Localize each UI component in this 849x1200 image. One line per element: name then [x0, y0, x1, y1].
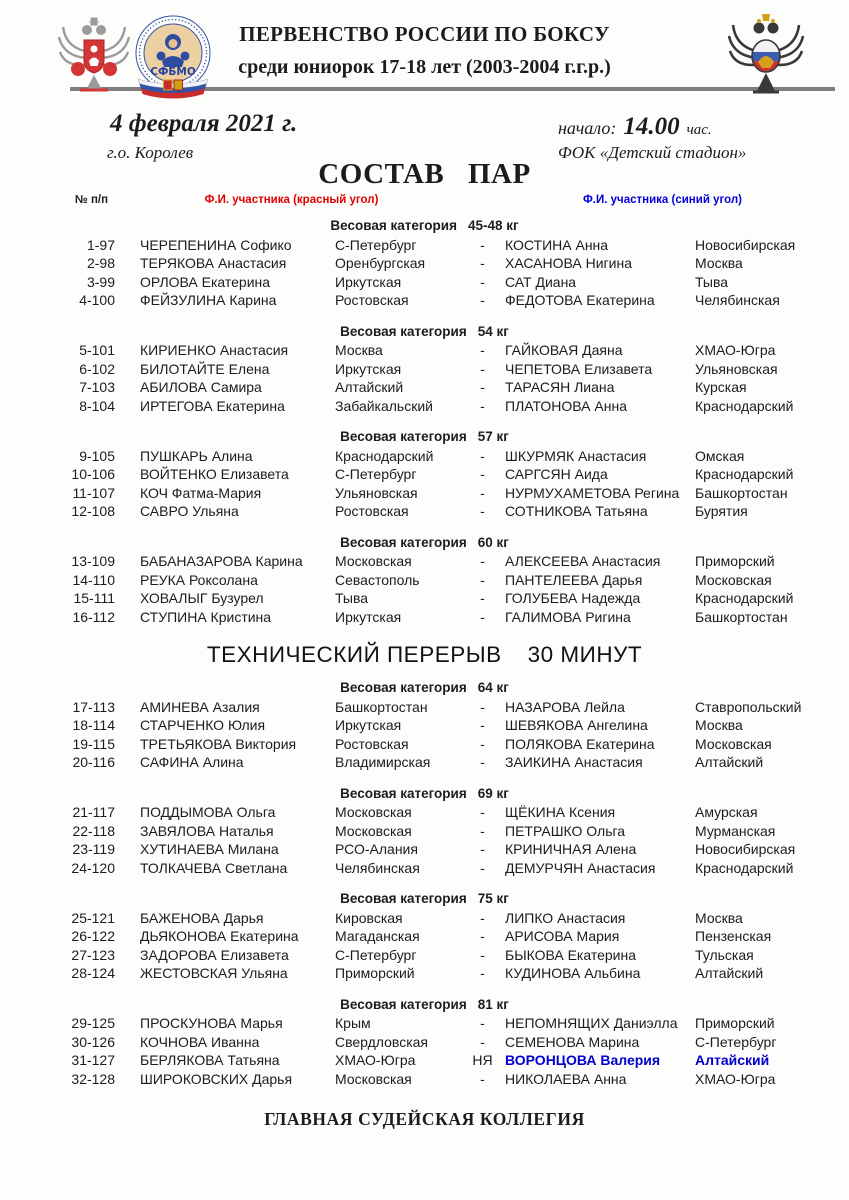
- bout-number: 27-123: [71, 946, 115, 963]
- red-corner-region: Тыва: [335, 590, 369, 606]
- bout-separator: -: [480, 397, 485, 414]
- blue-corner-name: ЩЁКИНА Ксения: [505, 804, 616, 820]
- weight-category-title: [0, 534, 849, 553]
- red-corner-name: САФИНА Алина: [140, 754, 244, 770]
- blue-corner-region: Москва: [695, 717, 743, 733]
- blue-corner-region: Приморский: [695, 553, 775, 569]
- bout-separator: -: [480, 735, 485, 752]
- bout-row: [60, 753, 820, 772]
- red-corner-name: АМИНЕВА Азалия: [140, 698, 260, 715]
- bout-number: 22-118: [72, 822, 115, 839]
- break-duration: 30 МИНУТ: [527, 642, 643, 667]
- red-corner-name: ТРЕТЬЯКОВА Виктория: [140, 735, 297, 752]
- red-corner-region: Московская: [335, 1070, 412, 1087]
- weight-category-title: [0, 323, 849, 342]
- bout-row: [60, 254, 820, 273]
- red-corner-name: ВОЙТЕНКО Елизавета: [140, 466, 289, 482]
- bout-row: [60, 571, 820, 590]
- blue-corner-region: Ставропольский: [695, 698, 802, 715]
- weight-category: [0, 890, 849, 983]
- blue-corner-region: ХМАО-Югра: [695, 342, 776, 358]
- red-corner-region: Ростовская: [335, 735, 409, 752]
- red-corner-name: ТЕРЯКОВА Анастасия: [140, 255, 287, 271]
- red-corner-name: ХОВАЛЫГ Бузурел: [140, 590, 264, 606]
- red-corner-name: САВРО Ульяна: [140, 503, 239, 519]
- blue-corner-name: ШКУРМЯК Анастасия: [505, 447, 647, 464]
- bout-separator: -: [480, 360, 485, 377]
- blue-corner-name: НАЗАРОВА Лейла: [505, 698, 625, 715]
- blue-corner-region: Омская: [695, 447, 745, 464]
- bout-number: 11-107: [72, 484, 115, 501]
- bout-separator: -: [480, 1015, 485, 1031]
- blue-corner-region: Амурская: [695, 804, 758, 820]
- weight-category-value: 64 кг: [477, 680, 509, 695]
- blue-corner-name: КРИНИЧНАЯ Алена: [505, 841, 637, 857]
- red-corner-region: Иркутская: [335, 608, 402, 625]
- weight-category-value: 60 кг: [477, 534, 509, 550]
- red-corner-name: ИРТЕГОВА Екатерина: [140, 397, 285, 414]
- weight-category-title: [0, 890, 849, 909]
- bout-row: [60, 360, 820, 379]
- red-corner-region: Магаданская: [335, 928, 420, 944]
- technical-break: [0, 641, 849, 668]
- red-corner-name: КОЧ Фатма-Мария: [140, 484, 262, 501]
- weight-category-label: Весовая категория: [340, 891, 467, 906]
- tournament-title: ПЕРВЕНСТВО РОССИИ ПО БОКСУ: [239, 22, 610, 46]
- blue-corner-region: Приморский: [695, 1015, 775, 1031]
- red-corner-name: КИРИЕНКО Анастасия: [140, 342, 289, 358]
- weight-category-value: 75 кг: [477, 891, 509, 906]
- bout-number: 4-100: [79, 292, 115, 308]
- red-corner-region: Забайкальский: [335, 397, 433, 414]
- bout-separator: -: [480, 466, 485, 482]
- red-corner-region: Ульяновская: [335, 484, 418, 501]
- weight-category: [0, 534, 849, 627]
- bout-number: 28-124: [71, 965, 115, 981]
- start-label: начало:: [558, 118, 617, 138]
- bout-number: 21-117: [72, 804, 115, 820]
- weight-category-label: Весовая категория: [340, 996, 467, 1012]
- column-headers: [60, 193, 820, 207]
- blue-corner-name: ПАНТЕЛЕЕВА Дарья: [505, 571, 643, 588]
- weight-category-label: Весовая категория: [340, 534, 467, 550]
- red-corner-name: ЗАВЯЛОВА Наталья: [140, 822, 274, 839]
- blue-corner-name: ЛИПКО Анастасия: [505, 909, 626, 926]
- weight-category-title: [0, 679, 849, 698]
- pairs-list: [0, 217, 849, 1088]
- bout-separator: -: [480, 822, 485, 839]
- blue-corner-name: ГАЛИМОВА Ригина: [505, 608, 631, 625]
- bout-separator: -: [480, 292, 485, 308]
- bout-separator: -: [480, 1033, 485, 1050]
- bout-row: [60, 608, 820, 627]
- blue-corner-name: ХАСАНОВА Нигина: [505, 255, 632, 271]
- red-corner-region: Ростовская: [335, 503, 409, 519]
- red-corner-name: ХУТИНАЕВА Милана: [140, 841, 279, 857]
- footer-judges-title: ГЛАВНАЯ СУДЕЙСКАЯ КОЛЛЕГИЯ: [264, 1109, 585, 1129]
- red-corner-region: С-Петербург: [335, 236, 417, 253]
- bout-separator: -: [480, 928, 485, 944]
- bout-row: [60, 1014, 820, 1033]
- bout-number: 18-114: [72, 717, 115, 733]
- blue-corner-region: Курская: [695, 379, 747, 395]
- weight-category-title: [0, 785, 849, 804]
- red-corner-region: Владимирская: [335, 754, 431, 770]
- blue-corner-name: ДЕМУРЧЯН Анастасия: [505, 859, 656, 876]
- blue-corner-region: Алтайский: [695, 965, 764, 981]
- red-corner-name: ЖЕСТОВСКАЯ Ульяна: [140, 965, 288, 981]
- blue-corner-name: НИКОЛАЕВА Анна: [505, 1070, 627, 1087]
- bout-separator: -: [480, 698, 485, 715]
- red-corner-region: Краснодарский: [335, 447, 434, 464]
- red-corner-region: Алтайский: [335, 379, 404, 395]
- red-corner-region: Московская: [335, 822, 412, 839]
- blue-corner-region: Москва: [695, 255, 743, 271]
- blue-corner-name: ШЕВЯКОВА Ангелина: [505, 717, 648, 733]
- bout-row: [60, 378, 820, 397]
- weight-category-value: 81 кг: [477, 996, 509, 1012]
- bout-separator: -: [480, 717, 485, 733]
- bout-row: [60, 484, 820, 503]
- bout-separator: -: [480, 447, 485, 464]
- red-corner-name: АБИЛОВА Самира: [140, 379, 262, 395]
- bout-row: [60, 502, 820, 521]
- bout-separator: -: [480, 255, 485, 271]
- red-corner-name: СТАРЧЕНКО Юлия: [140, 717, 266, 733]
- start-time-value: 14.00: [623, 113, 680, 140]
- bout-row: [60, 698, 820, 717]
- bout-row: [60, 946, 820, 965]
- column-header-number: № п/п: [74, 194, 109, 206]
- weight-category: [0, 679, 849, 772]
- red-corner-region: Кировская: [335, 909, 403, 926]
- bout-row: [60, 589, 820, 608]
- weight-category: [0, 785, 849, 878]
- bout-separator: -: [480, 1070, 485, 1087]
- red-corner-name: ФЕЙЗУЛИНА Карина: [140, 292, 277, 308]
- bout-number: 26-122: [71, 928, 115, 944]
- svg-text:СФБМО: СФБМО: [150, 66, 196, 78]
- bout-separator: -: [480, 379, 485, 395]
- red-corner-name: БЕРЛЯКОВА Татьяна: [140, 1052, 280, 1068]
- blue-corner-region: Москва: [695, 909, 743, 926]
- red-corner-region: Оренбургская: [335, 255, 426, 271]
- bout-number: 7-103: [79, 379, 115, 395]
- blue-corner-name: ФЕДОТОВА Екатерина: [505, 292, 655, 308]
- weight-category-label: Весовая категория: [340, 429, 467, 444]
- red-corner-region: Челябинская: [335, 859, 420, 876]
- bout-row: [60, 291, 820, 310]
- document-header: [0, 0, 849, 193]
- blue-corner-region: Алтайский: [695, 1052, 770, 1068]
- red-corner-name: БАБАНАЗАРОВА Карина: [140, 553, 303, 569]
- blue-corner-name: ПЛАТОНОВА Анна: [505, 397, 627, 414]
- bout-separator: -: [480, 946, 485, 963]
- bout-row: [60, 236, 820, 255]
- bout-row: [60, 735, 820, 754]
- weight-category-title: [0, 428, 849, 447]
- weight-category: [0, 428, 849, 521]
- bout-number: 15-111: [73, 590, 115, 606]
- red-corner-region: Иркутская: [335, 717, 402, 733]
- bout-row: [60, 822, 820, 841]
- blue-corner-name: КОСТИНА Анна: [505, 236, 609, 253]
- bout-separator: -: [480, 342, 485, 358]
- blue-corner-region: Московская: [695, 571, 772, 588]
- blue-corner-name: ЧЕПЕТОВА Елизавета: [505, 360, 653, 377]
- blue-corner-name: ГОЛУБЕВА Надежда: [505, 590, 641, 606]
- blue-corner-region: Новосибирская: [695, 236, 796, 253]
- blue-corner-region: Башкортостан: [695, 484, 788, 501]
- red-corner-name: ПОДДЫМОВА Ольга: [140, 804, 276, 820]
- red-corner-region: РСО-Алания: [335, 841, 418, 857]
- blue-corner-region: Краснодарский: [695, 397, 794, 414]
- bout-row: [60, 341, 820, 360]
- bout-number: 16-112: [72, 608, 115, 625]
- bout-number: 1-97: [86, 236, 115, 253]
- event-city: г.о. Королев: [107, 143, 194, 162]
- bout-number: 6-102: [79, 360, 115, 377]
- bout-row: [60, 840, 820, 859]
- bout-number: 12-108: [71, 503, 115, 519]
- blue-corner-name: АЛЕКСЕЕВА Анастасия: [505, 553, 661, 569]
- weight-category-title: [0, 996, 849, 1015]
- bout-row: [60, 964, 820, 983]
- red-corner-region: Свердловская: [335, 1033, 429, 1050]
- bout-number: 8-104: [79, 397, 115, 414]
- red-corner-region: Иркутская: [335, 273, 402, 290]
- weight-category-value: 54 кг: [477, 323, 509, 339]
- red-corner-region: Ростовская: [335, 292, 409, 308]
- bout-separator: НЯ: [472, 1052, 493, 1068]
- red-corner-name: БАЖЕНОВА Дарья: [140, 909, 264, 926]
- bout-number: 30-126: [71, 1033, 115, 1050]
- weight-category-value: 69 кг: [477, 785, 509, 801]
- red-corner-name: КОЧНОВА Иванна: [140, 1033, 260, 1050]
- red-corner-region: Московская: [335, 553, 412, 569]
- red-corner-region: С-Петербург: [335, 466, 417, 482]
- red-corner-region: Крым: [335, 1015, 371, 1031]
- weight-category-label: Весовая категория: [340, 680, 467, 695]
- bout-row: [60, 1070, 820, 1089]
- blue-corner-name: СОТНИКОВА Татьяна: [505, 503, 648, 519]
- red-corner-name: ТОЛКАЧЕВА Светлана: [140, 859, 288, 876]
- blue-corner-region: Башкортостан: [695, 608, 788, 625]
- weight-category-value: 45-48 кг: [467, 218, 519, 233]
- red-corner-region: С-Петербург: [335, 946, 417, 963]
- bout-number: 5-101: [79, 342, 115, 358]
- red-corner-name: РЕУКА Роксолана: [140, 571, 258, 588]
- bout-number: 29-125: [71, 1015, 115, 1031]
- blue-corner-region: Московская: [695, 735, 772, 752]
- blue-corner-region: Краснодарский: [695, 590, 794, 606]
- blue-corner-name: КУДИНОВА Альбина: [505, 965, 641, 981]
- bout-separator: -: [480, 841, 485, 857]
- bout-row: [60, 273, 820, 292]
- bout-number: 17-113: [72, 698, 115, 715]
- blue-corner-name: ТАРАСЯН Лиана: [505, 379, 615, 395]
- red-corner-name: ДЬЯКОНОВА Екатерина: [140, 928, 299, 944]
- red-corner-name: ЧЕРЕПЕНИНА Софико: [140, 236, 292, 253]
- bout-number: 2-98: [86, 255, 115, 271]
- bout-separator: -: [480, 754, 485, 770]
- bout-number: 20-116: [72, 754, 115, 770]
- blue-corner-region: С-Петербург: [695, 1033, 777, 1050]
- bout-number: 32-128: [71, 1070, 115, 1087]
- weight-category-label: Весовая категория: [330, 218, 457, 233]
- pairs-list-title: СОСТАВ ПАР: [318, 158, 531, 190]
- red-corner-region: Иркутская: [335, 360, 402, 377]
- blue-corner-region: Ульяновская: [695, 360, 778, 377]
- blue-corner-region: Тульская: [695, 946, 754, 963]
- bout-row: [60, 397, 820, 416]
- bout-separator: -: [480, 571, 485, 588]
- red-corner-name: ШИРОКОВСКИХ Дарья: [140, 1070, 293, 1087]
- bout-separator: -: [480, 909, 485, 926]
- blue-corner-region: ХМАО-Югра: [695, 1070, 776, 1087]
- bout-number: 25-121: [71, 909, 115, 926]
- red-corner-name: ПРОСКУНОВА Марья: [140, 1015, 283, 1031]
- blue-corner-region: Мурманская: [695, 822, 776, 839]
- weight-category-value: 57 кг: [477, 429, 509, 444]
- blue-corner-name: ПЕТРАШКО Ольга: [505, 822, 626, 839]
- weight-category: [0, 217, 849, 310]
- blue-corner-name: ВОРОНЦОВА Валерия: [505, 1052, 661, 1068]
- blue-corner-name: ГАЙКОВАЯ Даяна: [505, 342, 623, 358]
- column-header-red-corner: Ф.И. участника (красный угол): [204, 194, 379, 206]
- bout-separator: -: [480, 965, 485, 981]
- blue-corner-name: ЗАИКИНА Анастасия: [505, 754, 643, 770]
- red-corner-region: Башкортостан: [335, 698, 428, 715]
- blue-corner-region: Бурятия: [695, 503, 748, 519]
- event-venue: ФОК «Детский стадион»: [558, 143, 747, 162]
- blue-corner-name: ПОЛЯКОВА Екатерина: [505, 735, 655, 752]
- bout-number: 31-127: [71, 1052, 115, 1068]
- bout-number: 10-106: [71, 466, 115, 482]
- bout-separator: -: [480, 553, 485, 569]
- weight-category-title: [0, 217, 849, 236]
- blue-corner-name: БЫКОВА Екатерина: [505, 946, 636, 963]
- bout-row: [60, 716, 820, 735]
- bout-row: [60, 1033, 820, 1052]
- red-corner-region: Приморский: [335, 965, 415, 981]
- red-corner-name: СТУПИНА Кристина: [140, 608, 272, 625]
- event-start-time: [558, 113, 712, 141]
- bout-number: 3-99: [86, 273, 115, 290]
- bout-row: [60, 552, 820, 571]
- bout-separator: -: [480, 804, 485, 820]
- tournament-subtitle: среди юниорок 17-18 лет (2003-2004 г.г.р.): [238, 56, 611, 78]
- bout-row: [60, 465, 820, 484]
- bout-separator: -: [480, 590, 485, 606]
- red-corner-region: Севастополь: [335, 571, 420, 588]
- blue-corner-region: Краснодарский: [695, 859, 794, 876]
- bout-separator: -: [480, 608, 485, 625]
- blue-corner-region: Алтайский: [695, 754, 764, 770]
- column-header-blue-corner: Ф.И. участника (синий угол): [582, 194, 742, 206]
- red-corner-name: ЗАДОРОВА Елизавета: [140, 946, 289, 963]
- bout-separator: -: [480, 484, 485, 501]
- blue-corner-region: Челябинская: [695, 292, 780, 308]
- bout-separator: -: [480, 859, 485, 876]
- blue-corner-name: СЕМЕНОВА Марина: [505, 1033, 640, 1050]
- blue-corner-region: Пензенская: [695, 928, 772, 944]
- bout-number: 13-109: [71, 553, 115, 569]
- blue-corner-name: САТ Диана: [505, 273, 577, 290]
- bout-row: [60, 803, 820, 822]
- blue-corner-name: САРГСЯН Аида: [505, 466, 608, 482]
- bout-separator: -: [480, 503, 485, 519]
- event-date: 4 февраля 2021 г.: [110, 110, 298, 137]
- bout-row: [60, 447, 820, 466]
- weight-category: [0, 996, 849, 1089]
- blue-corner-region: Тыва: [695, 273, 729, 290]
- bout-number: 23-119: [72, 841, 115, 857]
- bout-number: 19-115: [72, 735, 115, 752]
- weight-category: [0, 323, 849, 416]
- bout-row: [60, 859, 820, 878]
- bout-row: [60, 927, 820, 946]
- red-corner-name: ОРЛОВА Екатерина: [140, 273, 271, 290]
- bout-number: 14-110: [72, 571, 115, 588]
- blue-corner-region: Краснодарский: [695, 466, 794, 482]
- weight-category-label: Весовая категория: [340, 323, 467, 339]
- bout-separator: -: [480, 273, 485, 290]
- bout-row: [60, 1051, 820, 1070]
- blue-corner-name: АРИСОВА Мария: [505, 928, 620, 944]
- red-corner-name: БИЛОТАЙТЕ Елена: [140, 360, 270, 377]
- red-corner-name: ПУШКАРЬ Алина: [140, 447, 253, 464]
- start-time-units: час.: [686, 122, 712, 138]
- blue-corner-name: НУРМУХАМЕТОВА Регина: [505, 484, 680, 501]
- blue-corner-region: Новосибирская: [695, 841, 796, 857]
- bout-row: [60, 909, 820, 928]
- break-label: ТЕХНИЧЕСКИЙ ПЕРЕРЫВ: [206, 642, 502, 667]
- bout-number: 9-105: [79, 447, 115, 464]
- weight-category-label: Весовая категория: [340, 785, 467, 801]
- red-corner-region: Московская: [335, 804, 412, 820]
- bout-separator: -: [480, 236, 485, 253]
- bout-number: 24-120: [71, 859, 115, 876]
- blue-corner-name: НЕПОМНЯЩИХ Даниэлла: [505, 1015, 678, 1031]
- red-corner-region: ХМАО-Югра: [335, 1052, 416, 1068]
- red-corner-region: Москва: [335, 342, 383, 358]
